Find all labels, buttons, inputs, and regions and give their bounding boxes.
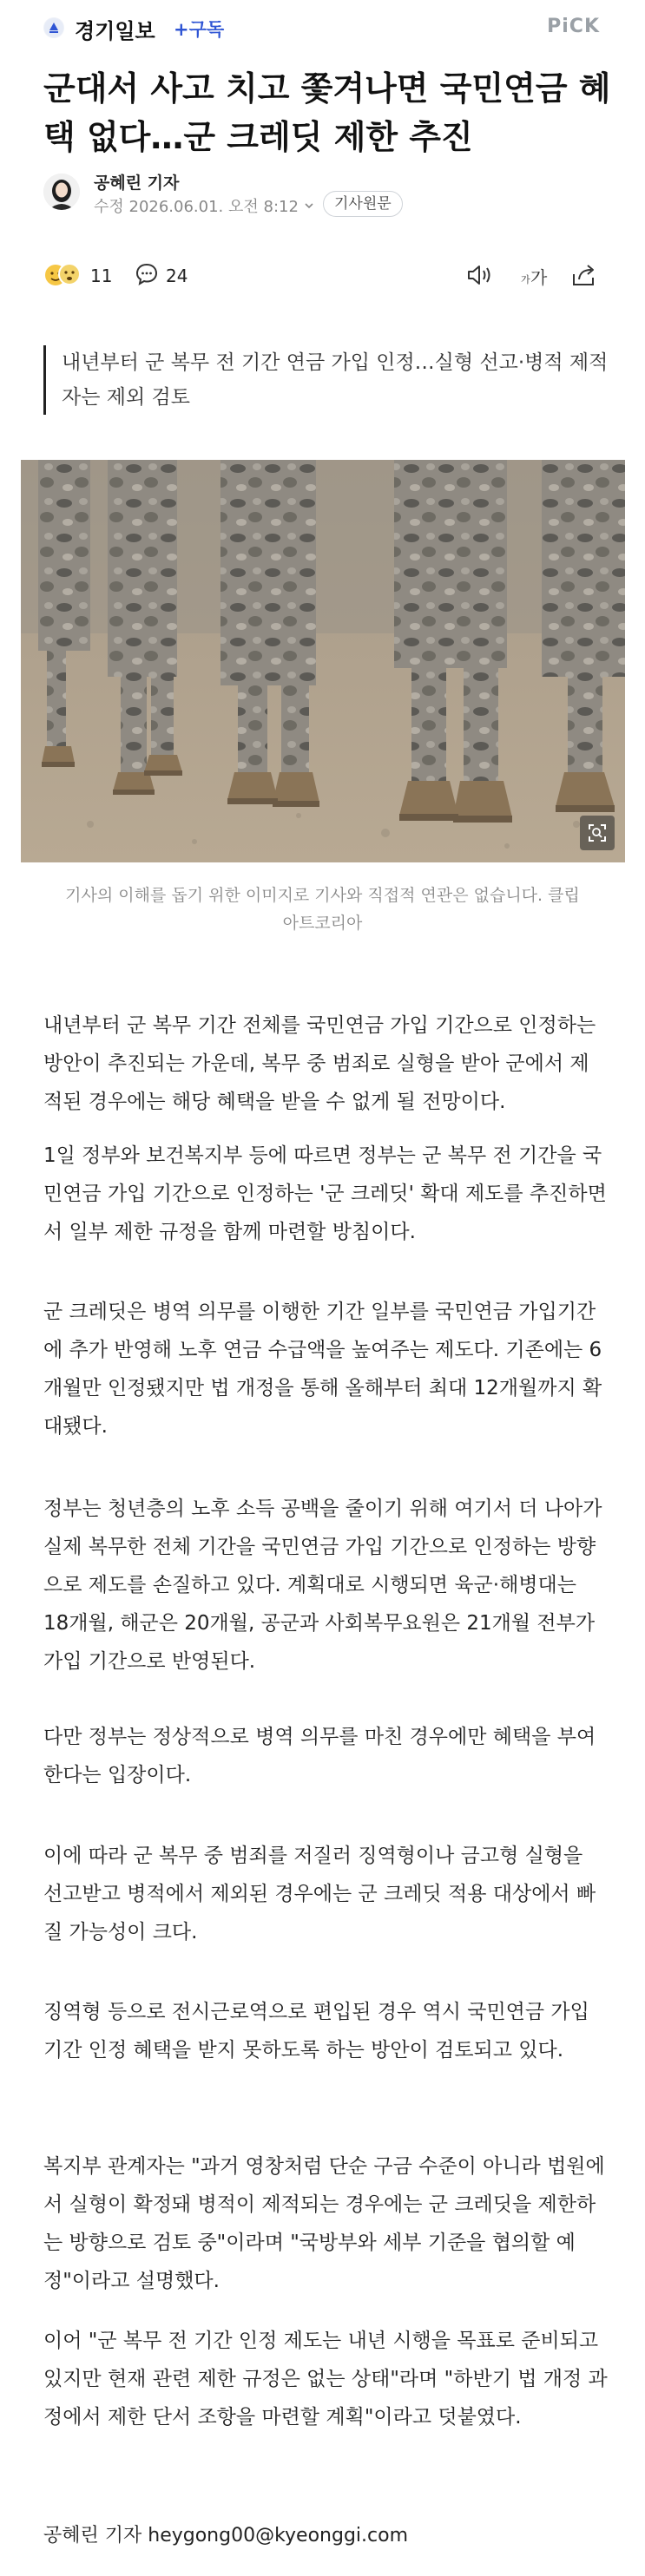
- subscribe-button[interactable]: +구독: [174, 19, 225, 40]
- comment-icon: [135, 262, 159, 290]
- top-bar: [0, 0, 645, 56]
- svg-text:가: 가: [530, 267, 548, 288]
- article-title: 군대서 사고 치고 쫓겨나면 국민연금 혜택 없다…군 크레딧 제한 추진: [43, 69, 611, 156]
- article-paragraph: 1일 정부와 보건복지부 등에 따르면 정부는 군 복무 전 기간을 국민연금 가입 기간으로 인정하는 '군 크레딧' 확대 제도를 추진하면서 일부 제한 규정을 함께 마련할 방침이다.: [43, 1144, 607, 1243]
- pick-badge: PiCK: [547, 16, 600, 37]
- article-paragraph: 다만 정부는 정상적으로 병역 의무를 마친 경우에만 혜택을 부여한다는 입장이다.: [43, 1726, 596, 1786]
- photo-caption: 기사의 이해를 돕기 위한 이미지로 기사와 직접적 연관은 없습니다. 클립아트코리아: [65, 886, 580, 933]
- reaction-button[interactable]: [43, 260, 112, 292]
- article-photo[interactable]: [21, 460, 625, 862]
- comment-count: 24: [166, 265, 188, 286]
- tts-speaker-icon[interactable]: [465, 262, 493, 292]
- reporter-name[interactable]: 공혜린 기자: [94, 174, 180, 193]
- subtitle-text: 내년부터 군 복무 전 기간 연금 가입 인정…실형 선고·병적 제적자는 제외 검토: [62, 351, 609, 409]
- updated-date[interactable]: [94, 194, 314, 217]
- press-logo-icon[interactable]: [43, 17, 64, 38]
- article-paragraph: 정부는 청년층의 노후 소득 공백을 줄이기 위해 여기서 더 나아가 실제 복무한 전체 기간을 국민연금 가입 기간으로 인정하는 방향으로 제도를 손질하고 있다. 계획대로 시행되면 육군·해병대는 18개월, 해군은 20개월, 공군과 사회복무요원은 21개월 전부가 가입 기간으로 반영된다.: [43, 1498, 602, 1673]
- font-size-icon[interactable]: [519, 262, 550, 292]
- article-paragraph: 이어 "군 복무 전 기간 인정 제도는 내년 시행을 목표로 준비되고 있지만 현재 관련 제한 규정은 없는 상태"라며 "하반기 법 개정 과정에서 제한 단서 조항을 마련할 계획"이라고 덧붙였다.: [43, 2330, 608, 2429]
- reaction-emoji-icon: [43, 260, 83, 292]
- article-paragraph: 내년부터 군 복무 기간 전체를 국민연금 가입 기간으로 인정하는 방안이 추진되는 가운데, 복무 중 범죄로 실형을 받아 군에서 제적된 경우에는 해당 혜택을 받을 수 없게 될 전망이다.: [43, 1014, 596, 1113]
- article-paragraph: 이에 따라 군 복무 중 범죄를 저질러 징역형이나 금고형 실형을 선고받고 병적에서 제외된 경우에는 군 크레딧 적용 대상에서 빠질 가능성이 크다.: [43, 1845, 596, 1943]
- chevron-down-icon: [304, 197, 314, 215]
- photo-zoom-icon[interactable]: [580, 816, 615, 850]
- article-subtitle: [43, 345, 617, 415]
- updated-date-text: 수정 2026.06.01. 오전 8:12: [94, 198, 299, 216]
- article-paragraph: 군 크레딧은 병역 의무를 이행한 기간 일부를 국민연금 가입기간에 추가 반영해 노후 연금 수급액을 높여주는 제도다. 기존에는 6개월만 인정됐지만 법 개정을 통해 올해부터 최대 12개월까지 확대됐다.: [43, 1301, 602, 1438]
- original-article-button[interactable]: 기사원문: [323, 191, 403, 217]
- article-paragraph: 복지부 관계자는 "과거 영창처럼 단순 구금 수준이 아니라 법원에서 실형이 확정돼 병적이 제적되는 경우에는 군 크레딧을 제한하는 방향으로 검토 중"이라며 "국방부와 세부 기준을 협의할 예정"이라고 설명했다.: [43, 2155, 605, 2292]
- press-name[interactable]: 경기일보: [75, 19, 155, 43]
- svg-text:가: 가: [521, 274, 530, 285]
- comment-button[interactable]: [135, 262, 188, 290]
- reporter-avatar[interactable]: [43, 174, 80, 210]
- reaction-count: 11: [90, 265, 113, 286]
- article-byline: 공혜린 기자 heygong00@kyeonggi.com: [43, 2525, 409, 2547]
- action-bar: [43, 260, 602, 295]
- article-paragraph: 징역형 등으로 전시근로역으로 편입된 경우 역시 국민연금 가입 기간 인정 혜택을 받지 못하도록 하는 방안이 검토되고 있다.: [43, 2001, 589, 2061]
- share-icon[interactable]: [570, 262, 598, 292]
